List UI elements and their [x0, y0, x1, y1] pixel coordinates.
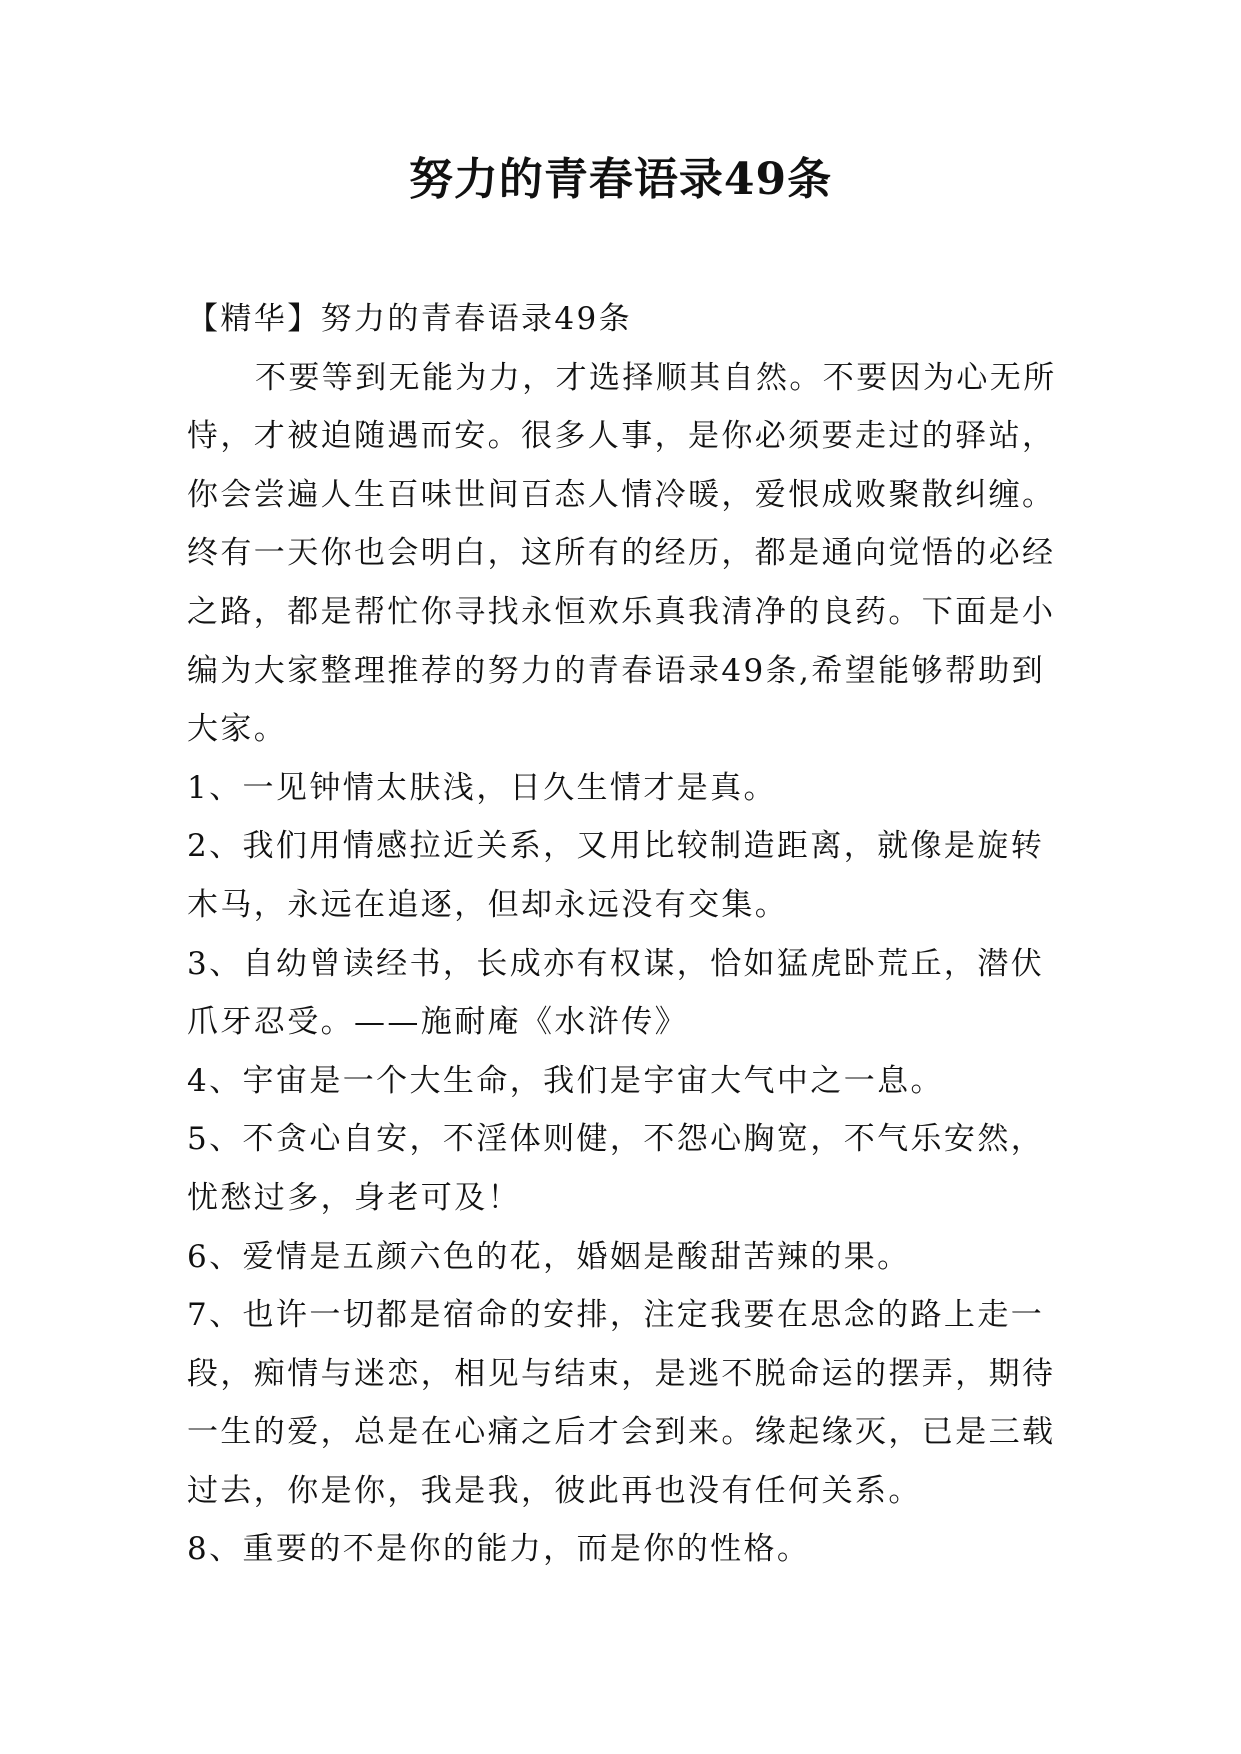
- list-item: 5、不贪心自安，不淫体则健，不怨心胸宽，不气乐安然，忧愁过多，身老可及！: [187, 1121, 1045, 1216]
- list-item: 2、我们用情感拉近关系，又用比较制造距离，就像是旋转木马，永远在追逐，但却永远没有交集。: [187, 828, 1045, 923]
- document-title: 努力的青春语录49条: [408, 154, 833, 205]
- intro-paragraph: 不要等到无能为力，才选择顺其自然。不要因为心无所恃，才被迫随遇而安。很多人事，是你必须要走过的驿站，你会尝遍人生百味世间百态人情冷暖，爱恨成败聚散纠缠。终有一天你也会明白，这所有的经历，都是通向觉悟的必经之路，都是帮忙你寻找永恒欢乐真我清净的良药。下面是小编为大家整理推荐的努力的青春语录49条,希望能够帮助到大家。: [187, 359, 1057, 748]
- list-item: 4、宇宙是一个大生命，我们是宇宙大气中之一息。: [187, 1062, 944, 1099]
- list-item: 8、重要的不是你的能力，而是你的性格。: [187, 1531, 811, 1568]
- list-item: 6、爱情是五颜六色的花，婚姻是酸甜苦辣的果。: [187, 1238, 911, 1275]
- document-body: [187, 290, 1067, 1579]
- list-item: 7、也许一切都是宿命的安排，注定我要在思念的路上走一段，痴情与迷恋，相见与结束，是逃不脱命运的摆弄，期待一生的爱，总是在心痛之后才会到来。缘起缘灭，已是三载过去，你是你，我是我，彼此再也没有任何关系。: [187, 1297, 1056, 1509]
- subtitle-line: 【精华】努力的青春语录49条: [187, 301, 633, 337]
- list-item: 3、自幼曾读经书，长成亦有权谋，恰如猛虎卧荒丘，潜伏爪牙忍受。——施耐庵《水浒传》: [187, 945, 1045, 1041]
- list-item: 1、一见钟情太肤浅，日久生情才是真。: [187, 769, 777, 806]
